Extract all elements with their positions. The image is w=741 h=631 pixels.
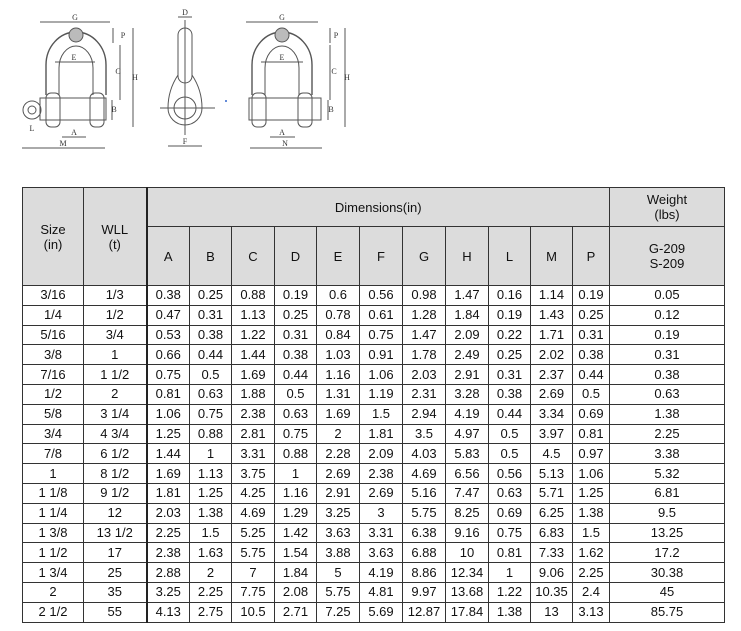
cell-size: 5/8	[23, 404, 84, 424]
shackle-diagrams	[0, 0, 741, 160]
cell-size: 5/16	[23, 325, 84, 345]
cell-dimension: 0.63	[275, 404, 317, 424]
cell-dimension: 0.5	[190, 365, 232, 385]
table-row	[23, 404, 725, 424]
cell-size: 7/8	[23, 444, 84, 464]
table-row	[23, 424, 725, 444]
cell-dimension: 0.69	[489, 503, 531, 523]
cell-dimension: 1.5	[360, 404, 403, 424]
cell-dimension: 3.25	[317, 503, 360, 523]
cell-size: 1 1/4	[23, 503, 84, 523]
cell-dimension: 0.22	[489, 325, 531, 345]
cell-dimension: 0.44	[573, 365, 610, 385]
cell-dimension: 0.47	[147, 305, 190, 325]
cell-dimension: 2.37	[531, 365, 573, 385]
cell-dimension: 0.91	[360, 345, 403, 365]
cell-dimension: 1.81	[147, 483, 190, 503]
cell-dimension: 10.35	[531, 582, 573, 602]
cell-dimension: 4.19	[360, 563, 403, 583]
cell-dimension: 0.63	[190, 384, 232, 404]
cell-dimension: 1.25	[190, 483, 232, 503]
svg-text:E: E	[71, 53, 77, 62]
cell-dimension: 0.75	[190, 404, 232, 424]
cell-dimension: 5.83	[446, 444, 489, 464]
cell-dimension: 0.88	[232, 286, 275, 306]
svg-text:D: D	[182, 8, 188, 17]
table-row	[23, 582, 725, 602]
table-row	[23, 286, 725, 306]
cell-weight: 0.38	[610, 365, 725, 385]
cell-dimension: 4.19	[446, 404, 489, 424]
svg-text:H: H	[344, 73, 350, 82]
header-size: Size (in)	[23, 188, 84, 286]
cell-dimension: 7.47	[446, 483, 489, 503]
cell-dimension: 1.71	[531, 325, 573, 345]
cell-dimension: 1.5	[190, 523, 232, 543]
cell-dimension: 1.43	[531, 305, 573, 325]
cell-dimension: 5.75	[232, 543, 275, 563]
cell-weight: 6.81	[610, 483, 725, 503]
cell-dimension: 4.69	[232, 503, 275, 523]
cell-wll: 1	[84, 345, 147, 365]
cell-dimension: 0.31	[275, 325, 317, 345]
cell-dimension: 7	[232, 563, 275, 583]
header-dim-a: A	[147, 227, 190, 286]
cell-dimension: 1.84	[275, 563, 317, 583]
cell-size: 1	[23, 464, 84, 484]
cell-dimension: 8.25	[446, 503, 489, 523]
cell-dimension: 3	[360, 503, 403, 523]
header-weight: Weight (lbs)	[610, 188, 725, 227]
cell-dimension: 0.75	[360, 325, 403, 345]
cell-dimension: 4.13	[147, 602, 190, 622]
cell-dimension: 9.16	[446, 523, 489, 543]
cell-dimension: 3.97	[531, 424, 573, 444]
cell-dimension: 1.19	[360, 384, 403, 404]
cell-dimension: 0.88	[190, 424, 232, 444]
cell-dimension: 1	[190, 444, 232, 464]
cell-size: 2 1/2	[23, 602, 84, 622]
cell-dimension: 0.98	[403, 286, 446, 306]
cell-dimension: 2.4	[573, 582, 610, 602]
cell-dimension: 1.16	[317, 365, 360, 385]
cell-dimension: 3.31	[232, 444, 275, 464]
cell-dimension: 6.38	[403, 523, 446, 543]
svg-text:A: A	[279, 128, 285, 137]
cell-wll: 35	[84, 582, 147, 602]
cell-dimension: 1.78	[403, 345, 446, 365]
svg-text:N: N	[282, 139, 288, 148]
cell-dimension: 0.53	[147, 325, 190, 345]
cell-dimension: 1.25	[147, 424, 190, 444]
cell-dimension: 5.25	[232, 523, 275, 543]
cell-size: 3/4	[23, 424, 84, 444]
cell-size: 3/16	[23, 286, 84, 306]
cell-dimension: 2.03	[403, 365, 446, 385]
table-body	[23, 286, 725, 623]
cell-dimension: 2.02	[531, 345, 573, 365]
cell-dimension: 0.56	[360, 286, 403, 306]
cell-dimension: 0.31	[489, 365, 531, 385]
cell-size: 1 1/8	[23, 483, 84, 503]
cell-dimension: 0.66	[147, 345, 190, 365]
cell-dimension: 0.5	[573, 384, 610, 404]
cell-dimension: 0.31	[190, 305, 232, 325]
svg-text:P: P	[120, 31, 126, 40]
header-dim-f: F	[360, 227, 403, 286]
cell-dimension: 2	[317, 424, 360, 444]
cell-dimension: 9.06	[531, 563, 573, 583]
cell-wll: 17	[84, 543, 147, 563]
cell-weight: 3.38	[610, 444, 725, 464]
cell-dimension: 1	[489, 563, 531, 583]
cell-weight: 30.38	[610, 563, 725, 583]
cell-dimension: 9.97	[403, 582, 446, 602]
svg-text:G: G	[279, 13, 285, 22]
cell-dimension: 3.34	[531, 404, 573, 424]
header-weight-models: G-209 S-209	[610, 227, 725, 286]
cell-dimension: 1.81	[360, 424, 403, 444]
cell-dimension: 1.13	[190, 464, 232, 484]
cell-dimension: 7.25	[317, 602, 360, 622]
label-g: G	[72, 13, 78, 22]
cell-dimension: 0.63	[489, 483, 531, 503]
cell-dimension: 2.49	[446, 345, 489, 365]
cell-wll: 13 1/2	[84, 523, 147, 543]
cell-dimension: 1.14	[531, 286, 573, 306]
cell-dimension: 1.44	[147, 444, 190, 464]
cell-wll: 1 1/2	[84, 365, 147, 385]
header-dim-m: M	[531, 227, 573, 286]
cell-weight: 2.25	[610, 424, 725, 444]
cell-dimension: 1.38	[489, 602, 531, 622]
cell-dimension: 3.5	[403, 424, 446, 444]
cell-dimension: 2.69	[531, 384, 573, 404]
cell-dimension: 1.63	[190, 543, 232, 563]
cell-weight: 85.75	[610, 602, 725, 622]
cell-dimension: 1.38	[190, 503, 232, 523]
header-dim-p: P	[573, 227, 610, 286]
cell-dimension: 1.69	[232, 365, 275, 385]
cell-dimension: 1.62	[573, 543, 610, 563]
cell-dimension: 0.5	[489, 444, 531, 464]
svg-text:A: A	[71, 128, 77, 137]
cell-dimension: 0.69	[573, 404, 610, 424]
cell-dimension: 0.56	[489, 464, 531, 484]
cell-size: 7/16	[23, 365, 84, 385]
cell-dimension: 0.38	[190, 325, 232, 345]
header-dim-c: C	[232, 227, 275, 286]
cell-weight: 0.19	[610, 325, 725, 345]
svg-text:P: P	[333, 31, 339, 40]
cell-wll: 25	[84, 563, 147, 583]
cell-dimension: 10.5	[232, 602, 275, 622]
cell-dimension: 2.81	[232, 424, 275, 444]
cell-dimension: 7.33	[531, 543, 573, 563]
cell-dimension: 2.38	[147, 543, 190, 563]
cell-dimension: 2.03	[147, 503, 190, 523]
cell-wll: 12	[84, 503, 147, 523]
cell-weight: 45	[610, 582, 725, 602]
svg-text:C: C	[115, 67, 121, 76]
header-dim-d: D	[275, 227, 317, 286]
cell-dimension: 3.63	[317, 523, 360, 543]
table-row	[23, 365, 725, 385]
cell-dimension: 1.69	[317, 404, 360, 424]
cell-size: 3/8	[23, 345, 84, 365]
cell-size: 1/4	[23, 305, 84, 325]
cell-dimension: 1.47	[446, 286, 489, 306]
table-row	[23, 523, 725, 543]
cell-dimension: 0.31	[573, 325, 610, 345]
cell-dimension: 3.88	[317, 543, 360, 563]
cell-dimension: 5.75	[317, 582, 360, 602]
cell-dimension: 1.28	[403, 305, 446, 325]
table-row	[23, 345, 725, 365]
cell-dimension: 3.28	[446, 384, 489, 404]
cell-dimension: 0.19	[573, 286, 610, 306]
cell-weight: 0.12	[610, 305, 725, 325]
cell-dimension: 1	[275, 464, 317, 484]
cell-dimension: 5	[317, 563, 360, 583]
cell-dimension: 0.97	[573, 444, 610, 464]
cell-dimension: 1.38	[573, 503, 610, 523]
svg-text:L: L	[29, 124, 35, 133]
cell-dimension: 1.06	[360, 365, 403, 385]
cell-wll: 4 3/4	[84, 424, 147, 444]
cell-dimension: 0.25	[190, 286, 232, 306]
cell-dimension: 13.68	[446, 582, 489, 602]
cell-dimension: 6.88	[403, 543, 446, 563]
cell-dimension: 1.44	[232, 345, 275, 365]
cell-wll: 9 1/2	[84, 483, 147, 503]
cell-dimension: 1.29	[275, 503, 317, 523]
cell-dimension: 4.69	[403, 464, 446, 484]
cell-dimension: 4.03	[403, 444, 446, 464]
cell-dimension: 2.25	[147, 523, 190, 543]
cell-dimension: 6.25	[531, 503, 573, 523]
header-dim-b: B	[190, 227, 232, 286]
cell-dimension: 2.91	[446, 365, 489, 385]
cell-dimension: 7.75	[232, 582, 275, 602]
table-row	[23, 325, 725, 345]
cell-weight: 0.05	[610, 286, 725, 306]
cell-dimension: 0.84	[317, 325, 360, 345]
cell-dimension: 0.61	[360, 305, 403, 325]
cell-dimension: 0.44	[190, 345, 232, 365]
table-row	[23, 503, 725, 523]
cell-dimension: 2.09	[446, 325, 489, 345]
svg-text:B: B	[111, 105, 117, 114]
cell-dimension: 0.78	[317, 305, 360, 325]
cell-dimension: 0.25	[275, 305, 317, 325]
cell-dimension: 1.25	[573, 483, 610, 503]
cell-dimension: 2.69	[360, 483, 403, 503]
table-row	[23, 384, 725, 404]
cell-dimension: 2.75	[190, 602, 232, 622]
cell-dimension: 0.6	[317, 286, 360, 306]
cell-wll: 6 1/2	[84, 444, 147, 464]
cell-dimension: 0.75	[147, 365, 190, 385]
cell-weight: 1.38	[610, 404, 725, 424]
cell-dimension: 0.38	[489, 384, 531, 404]
cell-dimension: 3.63	[360, 543, 403, 563]
cell-dimension: 1.06	[147, 404, 190, 424]
cell-dimension: 0.16	[489, 286, 531, 306]
cell-wll: 3 1/4	[84, 404, 147, 424]
cell-dimension: 0.5	[275, 384, 317, 404]
cell-dimension: 1.69	[147, 464, 190, 484]
header-dimensions: Dimensions(in)	[147, 188, 610, 227]
cell-dimension: 4.5	[531, 444, 573, 464]
cell-size: 1 3/4	[23, 563, 84, 583]
cell-dimension: 3.75	[232, 464, 275, 484]
cell-dimension: 1.54	[275, 543, 317, 563]
header-dim-l: L	[489, 227, 531, 286]
cell-dimension: 2.38	[232, 404, 275, 424]
svg-text:F: F	[182, 137, 188, 146]
header-wll: WLL (t)	[84, 188, 147, 286]
cell-dimension: 12.34	[446, 563, 489, 583]
cell-dimension: 3.31	[360, 523, 403, 543]
cell-dimension: 4.25	[232, 483, 275, 503]
cell-wll: 1/3	[84, 286, 147, 306]
svg-text:H: H	[132, 73, 138, 82]
shackle-spec-table	[22, 187, 725, 623]
cell-wll: 3/4	[84, 325, 147, 345]
cell-dimension: 0.81	[573, 424, 610, 444]
cell-dimension: 4.97	[446, 424, 489, 444]
cell-dimension: 0.81	[147, 384, 190, 404]
cell-size: 2	[23, 582, 84, 602]
cell-dimension: 0.38	[275, 345, 317, 365]
cell-dimension: 1.22	[489, 582, 531, 602]
cell-dimension: 17.84	[446, 602, 489, 622]
cell-dimension: 3.13	[573, 602, 610, 622]
cell-weight: 0.63	[610, 384, 725, 404]
cell-dimension: 1.06	[573, 464, 610, 484]
cell-dimension: 5.69	[360, 602, 403, 622]
cell-dimension: 0.19	[275, 286, 317, 306]
cell-dimension: 2.09	[360, 444, 403, 464]
cell-dimension: 1.03	[317, 345, 360, 365]
cell-dimension: 1.47	[403, 325, 446, 345]
cell-dimension: 0.44	[489, 404, 531, 424]
table-row	[23, 305, 725, 325]
table-row	[23, 444, 725, 464]
cell-dimension: 0.38	[573, 345, 610, 365]
shackle-drawing	[0, 0, 741, 160]
table-row	[23, 563, 725, 583]
header-dim-g: G	[403, 227, 446, 286]
header-dim-e: E	[317, 227, 360, 286]
cell-dimension: 2.69	[317, 464, 360, 484]
cell-dimension: 0.75	[489, 523, 531, 543]
cell-dimension: 10	[446, 543, 489, 563]
table-row	[23, 543, 725, 563]
cell-dimension: 5.71	[531, 483, 573, 503]
cell-size: 1 1/2	[23, 543, 84, 563]
cell-dimension: 0.88	[275, 444, 317, 464]
cell-dimension: 5.13	[531, 464, 573, 484]
cell-dimension: 0.25	[573, 305, 610, 325]
cell-dimension: 1.16	[275, 483, 317, 503]
cell-weight: 5.32	[610, 464, 725, 484]
cell-weight: 0.31	[610, 345, 725, 365]
table-row	[23, 464, 725, 484]
svg-text:M: M	[59, 139, 67, 148]
cell-dimension: 2.94	[403, 404, 446, 424]
cell-dimension: 1.31	[317, 384, 360, 404]
cell-dimension: 6.83	[531, 523, 573, 543]
cell-dimension: 0.25	[489, 345, 531, 365]
cell-dimension: 0.44	[275, 365, 317, 385]
cell-size: 1 3/8	[23, 523, 84, 543]
cell-weight: 9.5	[610, 503, 725, 523]
cell-dimension: 0.19	[489, 305, 531, 325]
cell-dimension: 1.42	[275, 523, 317, 543]
cell-dimension: 6.56	[446, 464, 489, 484]
svg-text:B: B	[328, 105, 334, 114]
table-row	[23, 483, 725, 503]
cell-wll: 8 1/2	[84, 464, 147, 484]
cell-wll: 55	[84, 602, 147, 622]
cell-dimension: 2.31	[403, 384, 446, 404]
cell-size: 1/2	[23, 384, 84, 404]
cell-dimension: 2.91	[317, 483, 360, 503]
cell-dimension: 2.38	[360, 464, 403, 484]
cell-dimension: 13	[531, 602, 573, 622]
cell-dimension: 2.88	[147, 563, 190, 583]
cell-dimension: 2.71	[275, 602, 317, 622]
cell-dimension: 1.13	[232, 305, 275, 325]
cell-dimension: 5.16	[403, 483, 446, 503]
cell-dimension: 0.75	[275, 424, 317, 444]
cell-dimension: 1.84	[446, 305, 489, 325]
cell-dimension: 1.5	[573, 523, 610, 543]
cell-weight: 17.2	[610, 543, 725, 563]
svg-text:C: C	[331, 67, 337, 76]
cell-dimension: 2.28	[317, 444, 360, 464]
cell-dimension: 2.08	[275, 582, 317, 602]
cell-dimension: 1.22	[232, 325, 275, 345]
cell-dimension: 2	[190, 563, 232, 583]
cell-weight: 13.25	[610, 523, 725, 543]
cell-wll: 1/2	[84, 305, 147, 325]
cell-dimension: 8.86	[403, 563, 446, 583]
cell-dimension: 3.25	[147, 582, 190, 602]
table-row	[23, 602, 725, 622]
svg-text:E: E	[279, 53, 285, 62]
cell-dimension: 4.81	[360, 582, 403, 602]
header-dim-h: H	[446, 227, 489, 286]
cell-dimension: 2.25	[190, 582, 232, 602]
cell-dimension: 12.87	[403, 602, 446, 622]
cell-dimension: 5.75	[403, 503, 446, 523]
cell-wll: 2	[84, 384, 147, 404]
cell-dimension: 2.25	[573, 563, 610, 583]
cell-dimension: 0.5	[489, 424, 531, 444]
cell-dimension: 0.81	[489, 543, 531, 563]
cell-dimension: 1.88	[232, 384, 275, 404]
cell-dimension: 0.38	[147, 286, 190, 306]
